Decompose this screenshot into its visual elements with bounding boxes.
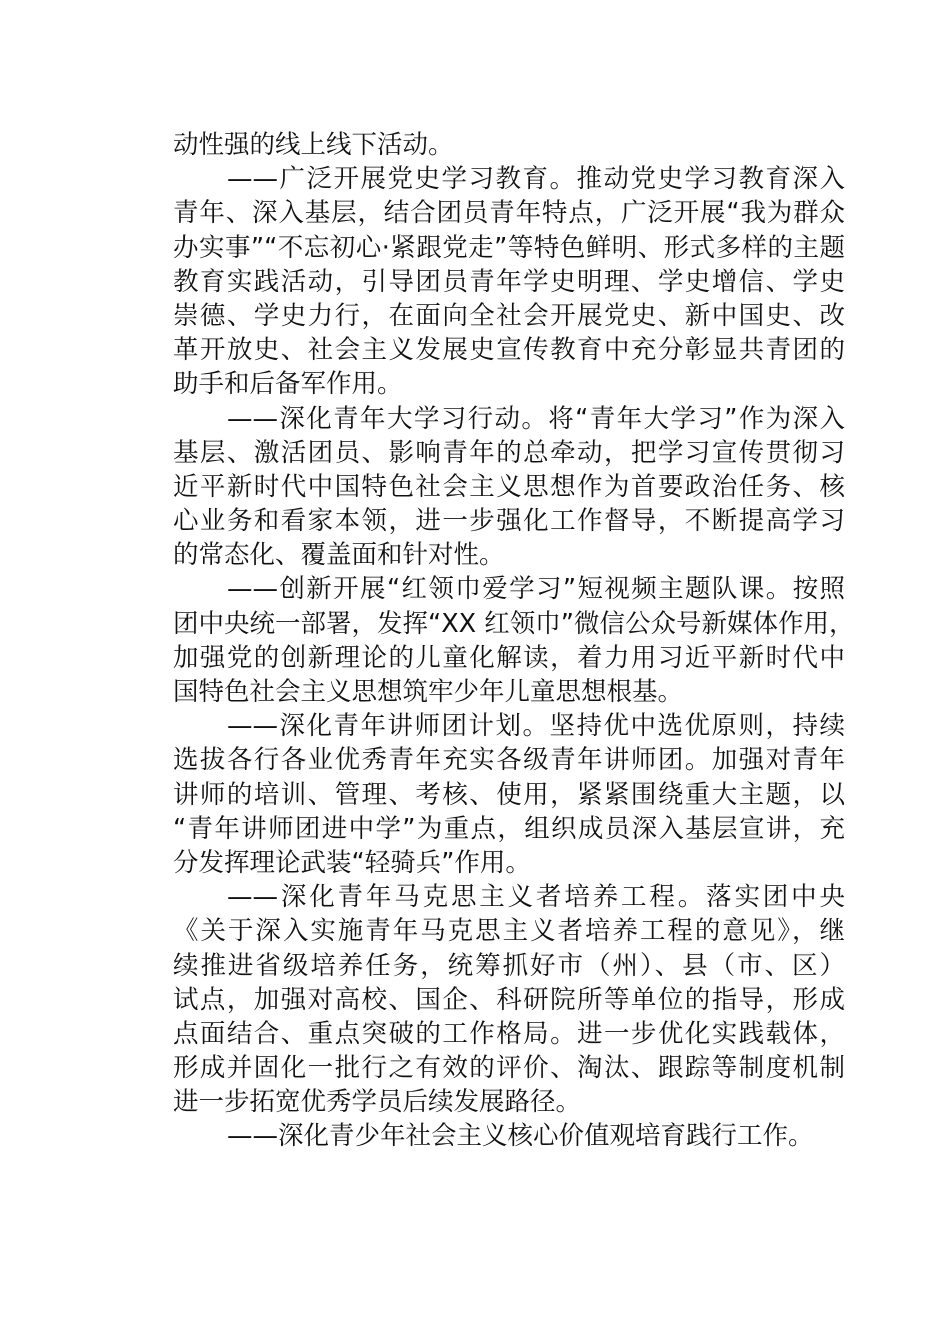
text-line: 选拔各行各业优秀青年充实各级青年讲师团。加强对青年 xyxy=(173,745,845,776)
text-line: 续推进省级培养任务，统筹抓好市（州）、县（市、区） xyxy=(173,950,845,981)
text-line: 办实事”“不忘初心·紧跟党走”等特色鲜明、形式多样的主题 xyxy=(173,232,845,263)
text-line: 基层、激活团员、影响青年的总牵动，把学习宣传贯彻习 xyxy=(173,437,845,468)
text-line: 《关于深入实施青年马克思主义者培养工程的意见》，继 xyxy=(173,916,845,947)
text-line: 进一步拓宽优秀学员后续发展路径。 xyxy=(173,1087,582,1118)
section-heading-line: ——深化青年大学习行动。将“青年大学习”作为深入 xyxy=(227,403,845,434)
section-heading-line: ——广泛开展党史学习教育。推动党史学习教育深入 xyxy=(227,164,845,195)
text-line: 国特色社会主义思想筑牢少年儿童思想根基。 xyxy=(173,677,684,707)
section-heading-line: ——深化青年讲师团计划。坚持优中选优原则，持续 xyxy=(227,711,845,742)
text-line: 形成并固化一批行之有效的评价、淘汰、跟踪等制度机制 xyxy=(173,1053,845,1084)
text-line: 近平新时代中国特色社会主义思想作为首要政治任务、核 xyxy=(173,471,845,502)
text-line: “青年讲师团进中学”为重点，组织成员深入基层宣讲，充 xyxy=(173,813,845,844)
section-heading-line: ——创新开展“红领巾爱学习”短视频主题队课。按照 xyxy=(227,574,845,605)
text-line: 心业务和看家本领，进一步强化工作督导，不断提高学习 xyxy=(173,506,845,537)
text-line: 团中央统一部署，发挥“XX 红领巾”微信公众号新媒体作用， xyxy=(173,608,855,639)
text-line: 革开放史、社会主义发展史宣传教育中充分彰显共青团的 xyxy=(173,335,845,366)
text-line: 教育实践活动，引导团员青年学史明理、学史增信、学史 xyxy=(173,266,845,297)
text-line: 青年、深入基层，结合团员青年特点，广泛开展“我为群众 xyxy=(173,198,845,229)
text-line: 试点，加强对高校、国企、科研院所等单位的指导，形成 xyxy=(173,984,845,1015)
text-line: 点面结合、重点突破的工作格局。进一步优化实践载体， xyxy=(173,1018,845,1049)
text-line: 动性强的线上线下活动。 xyxy=(173,130,454,160)
text-line: 分发挥理论武装“轻骑兵”作用。 xyxy=(173,847,531,878)
section-heading-line: ——深化青少年社会主义核心价值观培育践行工作。 xyxy=(227,1121,814,1152)
text-line: 加强党的创新理论的儿童化解读，着力用习近平新时代中 xyxy=(173,642,845,673)
text-line: 的常态化、覆盖面和针对性。 xyxy=(173,540,505,571)
text-line: 讲师的培训、管理、考核、使用，紧紧围绕重大主题，以 xyxy=(173,779,845,810)
text-line: 崇德、学史力行，在面向全社会开展党史、新中国史、改 xyxy=(173,300,845,331)
text-line: 助手和后备军作用。 xyxy=(173,369,403,400)
body-text xyxy=(173,128,855,1154)
section-heading-line: ——深化青年马克思主义者培养工程。落实团中央 xyxy=(227,882,845,913)
